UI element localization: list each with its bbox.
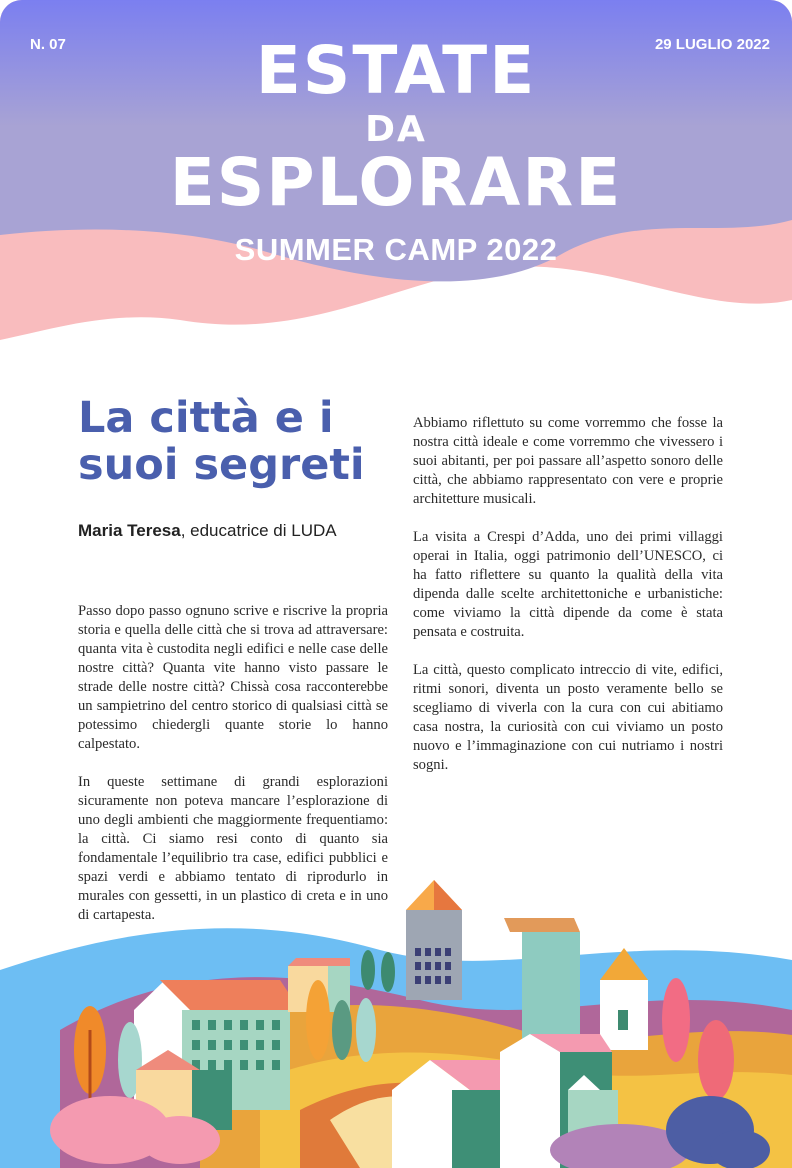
author-role: , educatrice di LUDA	[180, 521, 337, 540]
article-paragraph: Passo dopo passo ognuno scrive e riscrive la propria storia e quella delle città che si trova ad attraversare: quanta vita è custodita negli edifici e nelle case delle nostre città? Quanta vite hanno visto passare le strade delle nostre città? Chissà cosa racconterebbe un sampietrino del centro storico di qualsiasi città se potessimo chiedergli quante storie lo hanno calpestato.	[78, 603, 388, 752]
author-name: Maria Teresa	[78, 521, 181, 540]
article-column-right	[413, 414, 723, 794]
article-paragraph: La visita a Crespi d’Adda, uno dei primi villaggi operai in Italia, oggi patrimonio dell’UNESCO, ci ha fatto riflettere su quanto la qualità della vita dipenda dalle scelte architettoniche e urbanistiche: come viviamo la città dipende da come è stata pensata e costruita.	[413, 529, 723, 640]
city-landscape-illustration	[0, 870, 792, 1168]
issue-date: 29 LUGLIO 2022	[654, 36, 770, 53]
byline	[78, 521, 337, 541]
article-paragraph: Abbiamo riflettuto su come vorremmo che fosse la nostra città ideale e come vorremmo che vivessero i suoi abitanti, per poi passare all’aspetto sonoro delle città, che abbiamo rappresentato con vere e proprie architetture musicali.	[413, 415, 723, 507]
title-line-esplorare: ESPLORARE	[169, 144, 623, 221]
article-paragraph: La città, questo complicato intreccio di vite, edifici, ritmi sonori, diventa un posto veramente bello se scegliamo di viverla con la cura con cui abitiamo casa nostra, la curiosità con cui viviamo un posto nuovo e l’immaginazione con cui nutriamo i nostri sogni.	[413, 662, 723, 773]
issue-number: N. 07	[30, 36, 66, 53]
article-paragraph: In queste settimane di grandi esplorazioni sicuramente non poteva mancare l’esplorazione di uno degli ambienti che maggiormente frequentiamo: la città. Ci siamo resi conto di quanto sia fondamentale l’equilibrio tra case, edifici pubblici e spazi verdi e abbiamo tentato di riprodurlo in murales con gessetti, in un plastico di creta e in uno di cartapesta.	[78, 774, 388, 923]
title-line-estate: ESTATE	[255, 32, 537, 109]
subtitle: SUMMER CAMP 2022	[234, 232, 558, 267]
article-headline: La città e i suoi segreti	[78, 393, 365, 490]
title-line-da: DA	[365, 109, 427, 150]
